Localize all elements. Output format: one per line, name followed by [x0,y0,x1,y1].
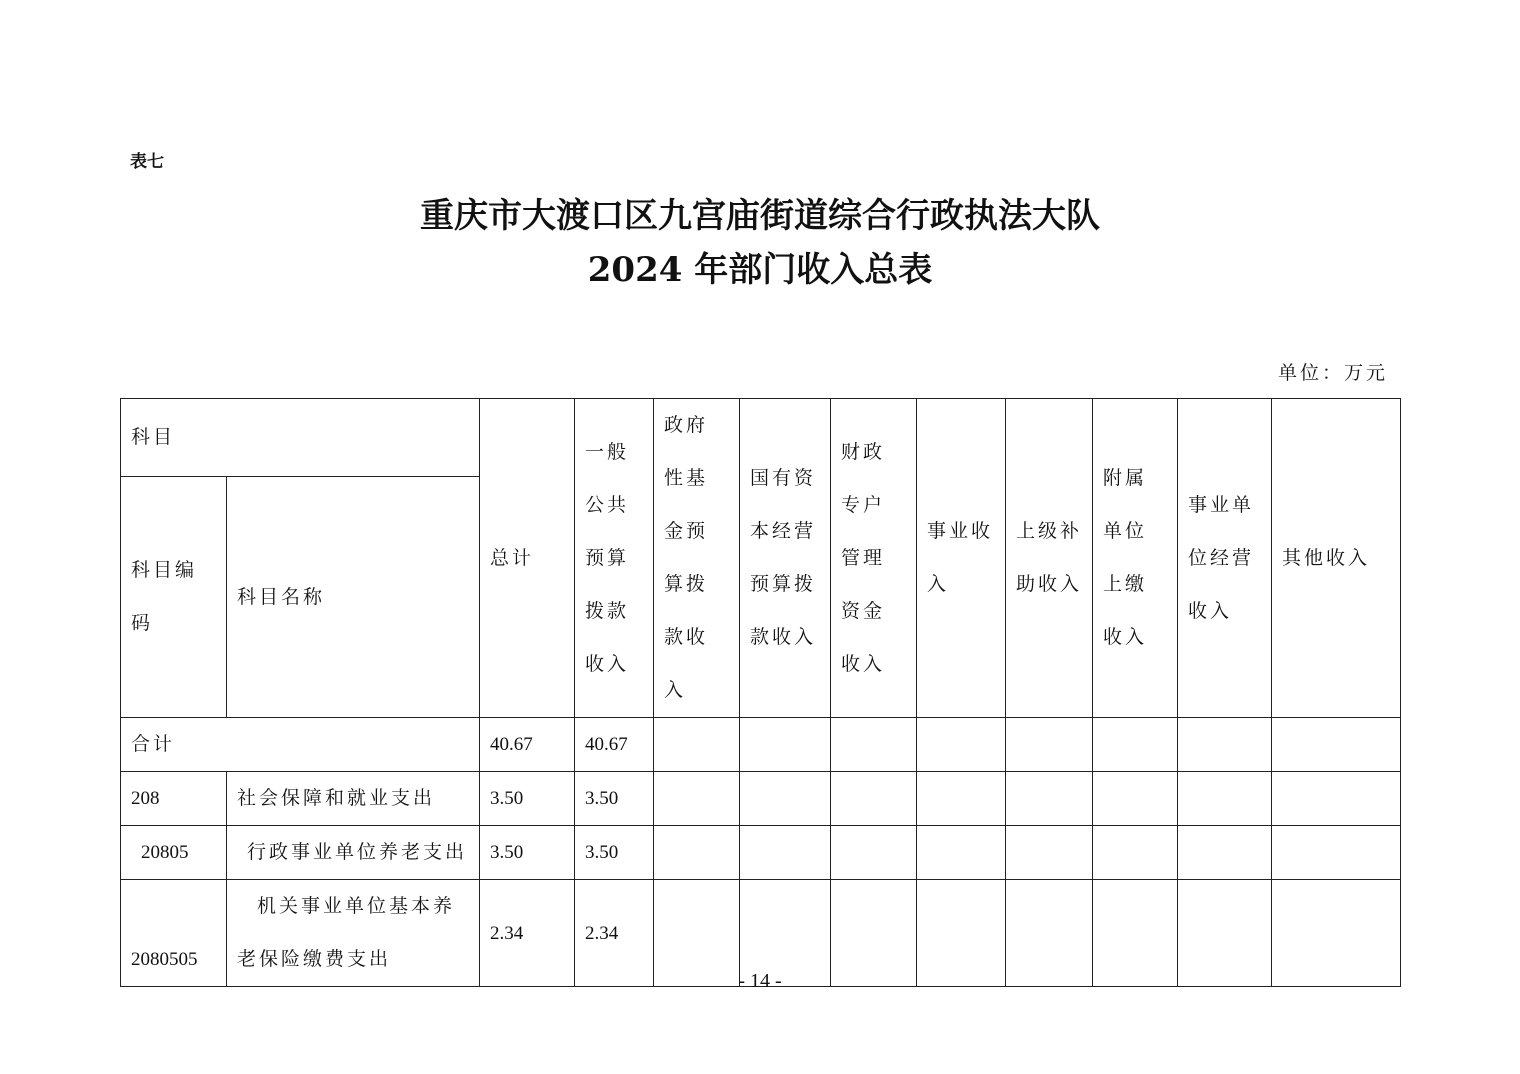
row-code: 2080505 [121,880,227,987]
row-name: 机关事业单位基本养老保险缴费支出 [227,880,480,987]
header-superior-subsidy: 上级补助收入 [1006,399,1093,718]
header-general-budget: 一般公共预算拨款收入 [575,399,654,718]
document-title-line2: 2024 年部门收入总表 [587,250,933,290]
header-affiliated-income: 附属单位上缴收入 [1093,399,1178,718]
row-code: 208 [121,772,227,826]
unit-label: 单位：万元 [1277,362,1388,384]
table-row-total [121,718,1401,772]
header-other-income: 其他收入 [1272,399,1401,718]
table-number: 表七 [130,152,164,172]
header-business-income: 事业收入 [917,399,1006,718]
header-state-capital: 国有资本经营预算拨款收入 [740,399,831,718]
header-unit-operating: 事业单位经营收入 [1178,399,1272,718]
table-row [121,772,1401,826]
header-subject-name: 科目名称 [227,477,480,718]
table-row [121,826,1401,880]
row-total: 2.34 [480,880,575,987]
row-general: 3.50 [575,772,654,826]
page-number: - 14 - [738,970,782,992]
header-subject-code: 科目编码 [121,477,227,718]
row-total-label: 合计 [121,718,480,772]
row-general: 2.34 [575,880,654,987]
document-title-line1: 重庆市大渡口区九宫庙街道综合行政执法大队 [420,196,1100,236]
row-general: 3.50 [575,826,654,880]
header-total: 总计 [480,399,575,718]
income-summary-table [120,398,1401,987]
row-name: 社会保障和就业支出 [227,772,480,826]
header-subject: 科目 [121,399,480,477]
row-code: 20805 [121,826,227,880]
header-row-1 [121,399,1401,477]
header-gov-fund: 政府性基金预算拨款收入 [654,399,740,718]
row-total: 3.50 [480,826,575,880]
header-fiscal-account: 财政专户管理资金收入 [831,399,917,718]
row-name: 行政事业单位养老支出 [227,826,480,880]
row-total-general: 40.67 [575,718,654,772]
row-total: 3.50 [480,772,575,826]
row-total-total: 40.67 [480,718,575,772]
